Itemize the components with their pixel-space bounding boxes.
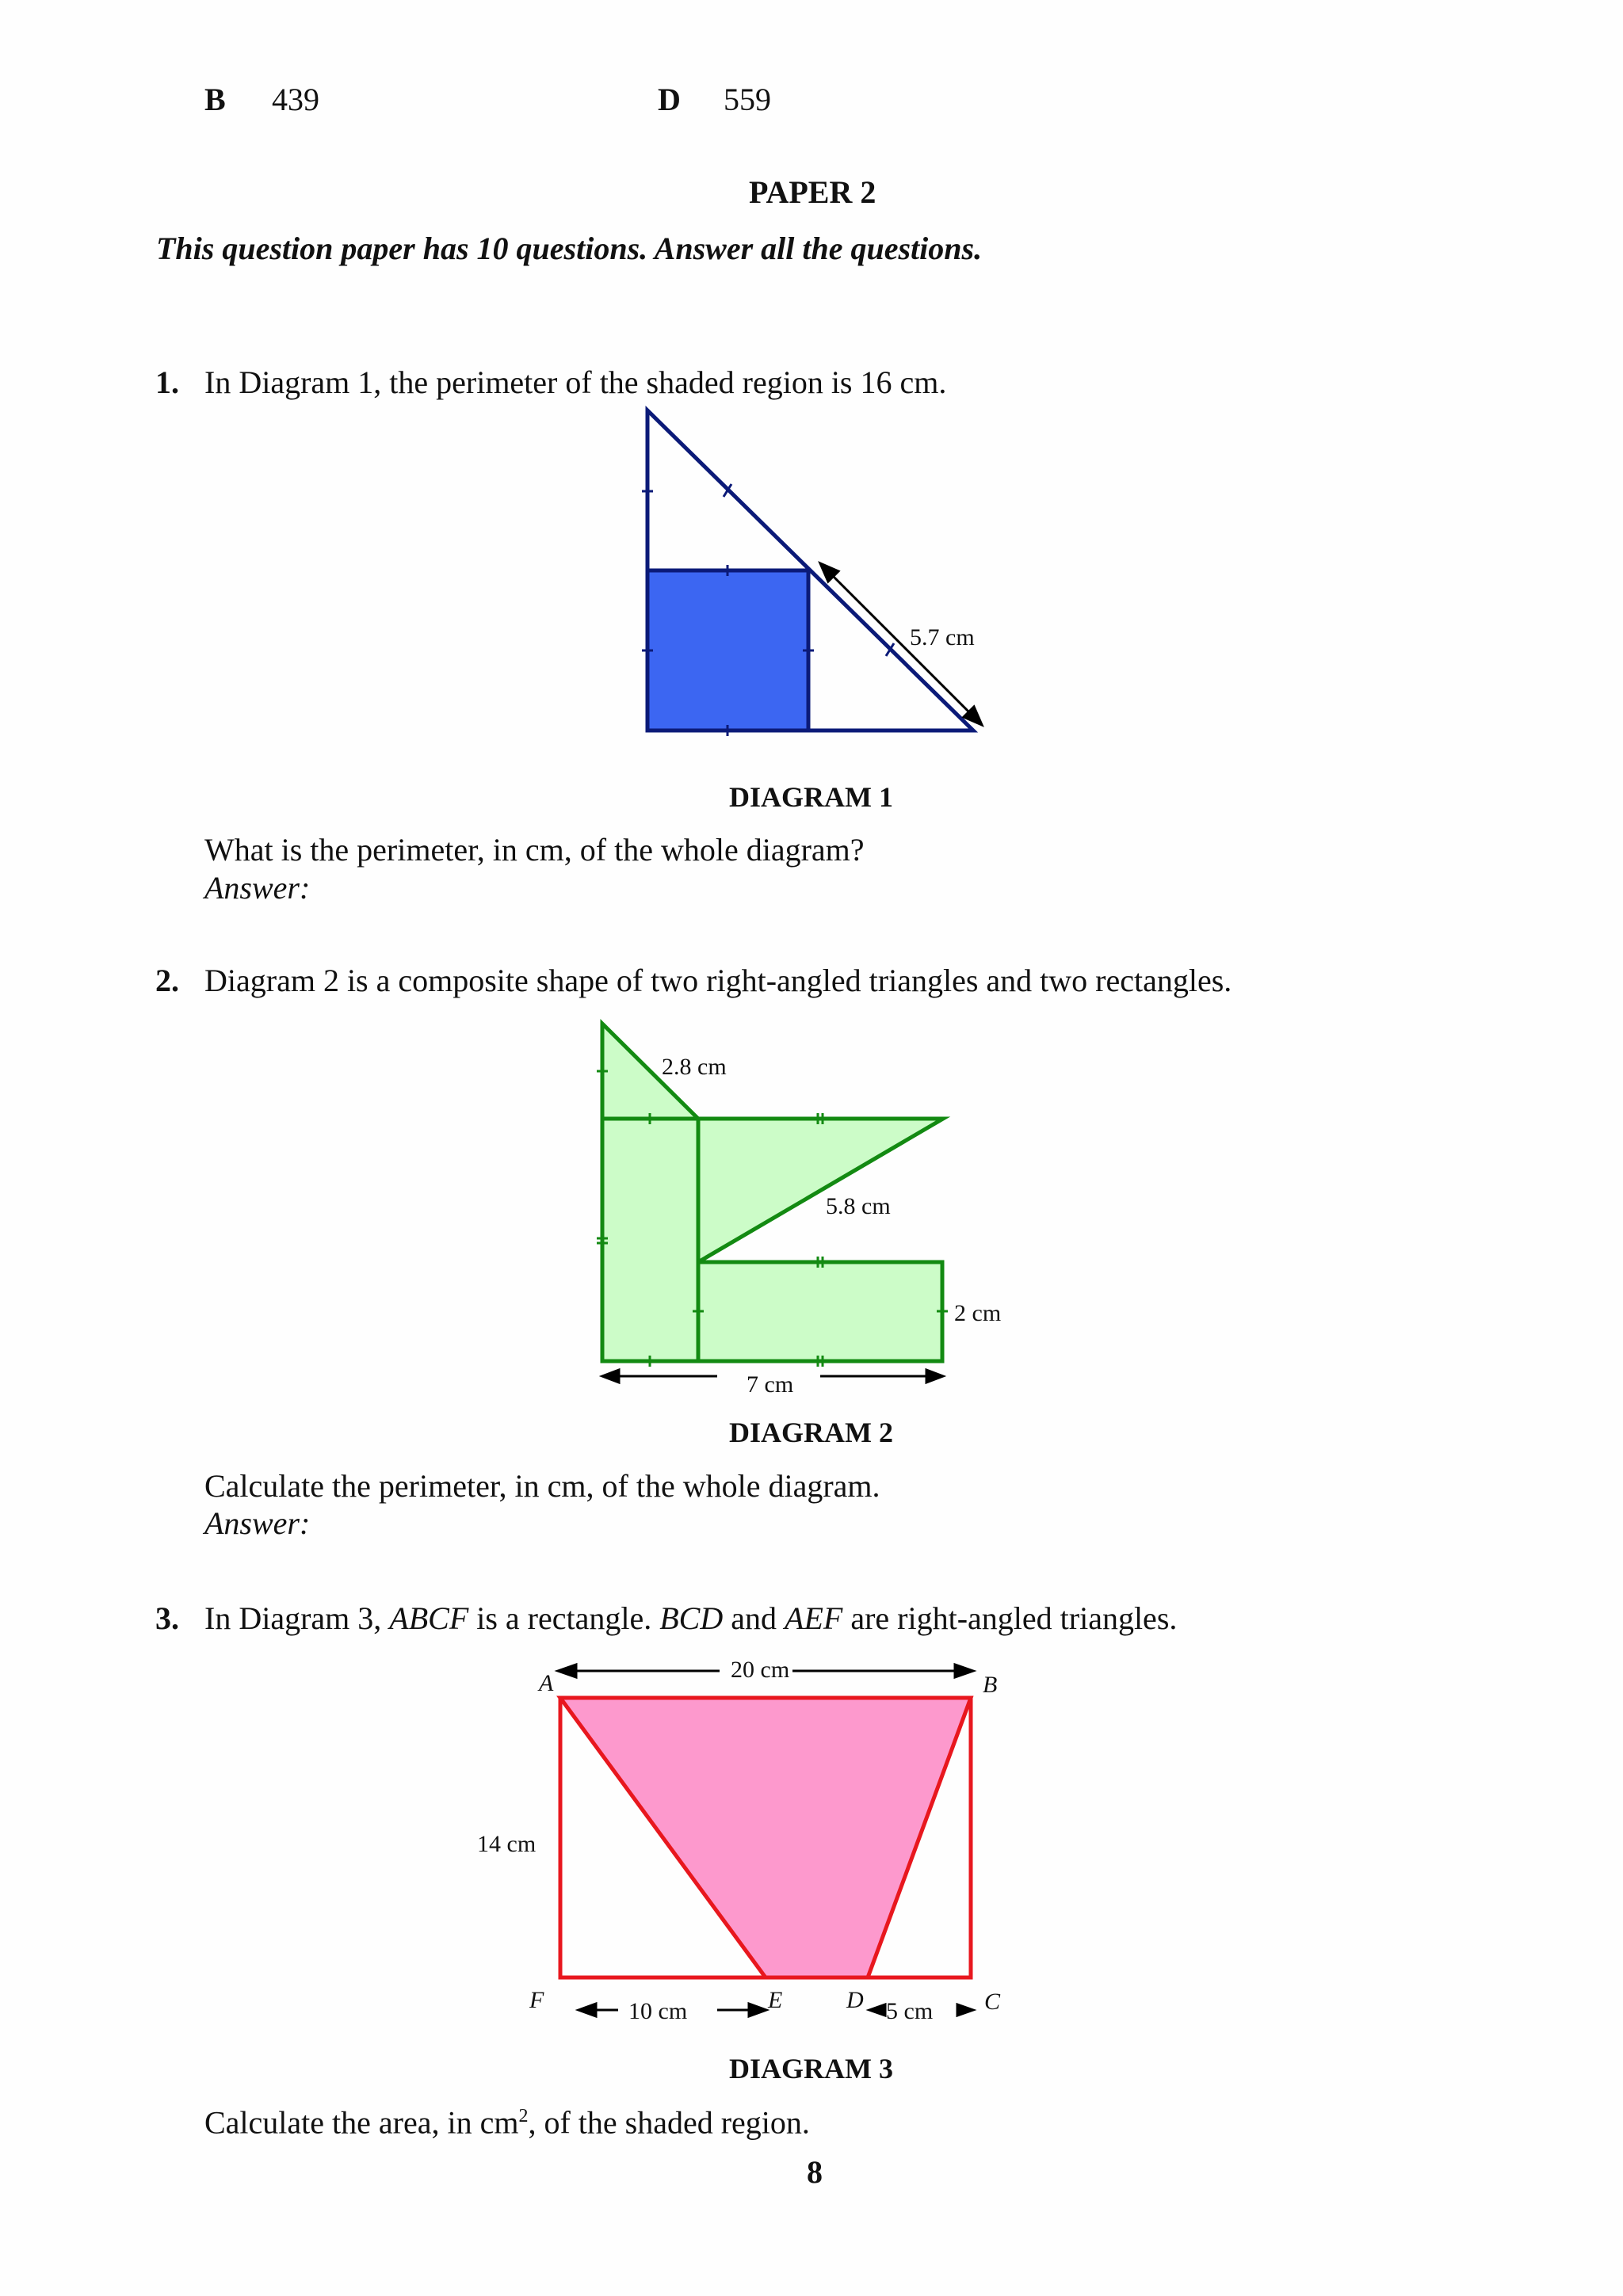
d2-label-width: 7 cm: [747, 1371, 794, 1398]
d3-vertex-a: A: [539, 1670, 554, 1696]
d2-label-height: 2 cm: [954, 1300, 1002, 1326]
d2-label-slant: 5.8 cm: [826, 1193, 891, 1219]
option-b-letter: B: [204, 82, 226, 117]
d3-vertex-e: E: [768, 1987, 783, 2013]
d2-label-hypotenuse: 2.8 cm: [662, 1054, 727, 1080]
q2-text: Diagram 2 is a composite shape of two right-angled triangles and two rectangles.: [204, 963, 1232, 998]
d3-vertex-d: D: [846, 1987, 864, 2013]
d3-label-left: 14 cm: [477, 1831, 537, 1857]
diagram-1-caption: DIAGRAM 1: [729, 781, 893, 813]
d3-vertex-f: F: [529, 1987, 544, 2013]
q3-number: 3.: [155, 1600, 179, 1636]
paper-title: PAPER 2: [749, 174, 876, 210]
diagram-3-caption: DIAGRAM 3: [729, 2053, 893, 2084]
d1-label-hypotenuse: 5.7 cm: [910, 624, 975, 650]
q1-answer-label: Answer:: [204, 870, 311, 906]
q2-question: Calculate the perimeter, in cm, of the whole diagram.: [204, 1468, 880, 1504]
d3-label-top: 20 cm: [731, 1657, 790, 1683]
q2-number: 2.: [155, 963, 179, 998]
option-d-value: 559: [724, 82, 771, 117]
d3-label-bottom-right: 5 cm: [886, 1998, 934, 2024]
option-b-value: 439: [272, 82, 319, 117]
q3-question: Calculate the area, in $cm^2$, of the shaded region.: [204, 2104, 810, 2141]
page-number: 8: [807, 2154, 823, 2190]
diagram-2-caption: DIAGRAM 2: [729, 1417, 893, 1448]
q2-answer-label: Answer:: [204, 1505, 311, 1541]
option-d-letter: D: [658, 82, 681, 117]
instruction: This question paper has 10 questions. Answer all the questions.: [156, 231, 983, 266]
d3-vertex-b: B: [983, 1672, 998, 1698]
q1-question: What is the perimeter, in cm, of the whole diagram?: [204, 832, 865, 868]
d3-vertex-c: C: [984, 1989, 1001, 2015]
q1-number: 1.: [155, 364, 179, 400]
q3-text: In Diagram 3, ABCF is a rectangle. BCD and AEF are right-angled triangles.: [204, 1600, 1178, 1636]
q1-text: In Diagram 1, the perimeter of the shaded region is 16 cm.: [204, 364, 947, 400]
d3-label-bottom-left: 10 cm: [628, 1998, 688, 2024]
